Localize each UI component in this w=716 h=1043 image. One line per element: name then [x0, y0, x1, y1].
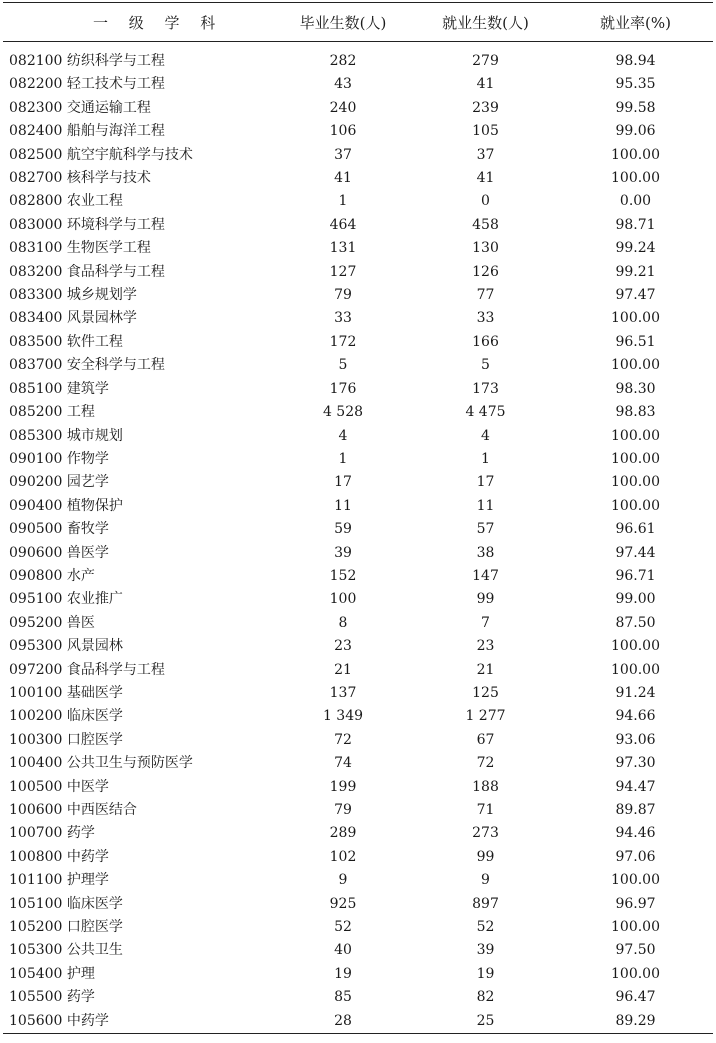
rate-cell: 99.06 — [615, 123, 656, 140]
rate-cell: 98.94 — [615, 53, 656, 69]
table-row — [3, 869, 713, 892]
employed-cell: 99 — [476, 848, 495, 865]
subject-cell: 105100 临床医学 — [9, 895, 123, 912]
table-row — [3, 237, 713, 260]
rate-cell: 94.47 — [615, 778, 656, 795]
subject-cell: 101100 护理学 — [9, 872, 109, 889]
graduates-cell: 152 — [329, 567, 357, 584]
employed-cell: 1 277 — [465, 708, 506, 725]
graduates-cell: 289 — [329, 825, 357, 842]
rate-cell: 0.00 — [619, 193, 652, 210]
subject-cell: 083400 风景园林学 — [9, 310, 137, 327]
rate-cell: 97.50 — [615, 942, 656, 959]
rate-cell: 100.00 — [611, 872, 660, 889]
employed-cell: 125 — [472, 684, 499, 701]
graduates-cell: 17 — [334, 474, 352, 491]
header-row — [3, 3, 713, 42]
employment-table — [3, 2, 713, 1034]
table-row — [3, 214, 713, 237]
subject-cell: 105200 口腔医学 — [9, 919, 123, 936]
employed-cell: 82 — [476, 989, 495, 1006]
employed-cell: 67 — [476, 731, 495, 748]
employed-cell: 25 — [413, 1010, 558, 1034]
table-row — [3, 331, 713, 354]
graduates-cell: 39 — [334, 544, 352, 561]
graduates-cell: 100 — [329, 591, 357, 608]
table-row — [3, 542, 713, 565]
table-row — [3, 190, 713, 213]
employed-cell: 0 — [481, 193, 490, 210]
subject-cell: 082200 轻工技术与工程 — [9, 76, 165, 93]
subject-cell: 082400 船舶与海洋工程 — [9, 123, 165, 140]
rate-cell: 94.46 — [615, 825, 656, 842]
graduates-cell: 79 — [334, 287, 352, 304]
employed-cell: 4 475 — [465, 404, 506, 421]
rate-cell: 95.35 — [615, 76, 656, 93]
employed-cell: 9 — [481, 872, 490, 889]
subject-cell: 083200 食品科学与工程 — [9, 263, 165, 280]
employed-cell: 52 — [476, 919, 495, 936]
employed-cell: 33 — [476, 310, 495, 327]
employed-cell: 17 — [476, 474, 495, 491]
subject-cell: 082700 核科学与技术 — [9, 170, 151, 187]
subject-cell: 082800 农业工程 — [9, 193, 123, 210]
rate-cell: 100.00 — [611, 638, 660, 655]
employed-cell: 166 — [472, 333, 499, 350]
graduates-cell: 106 — [329, 123, 357, 140]
rate-cell: 98.71 — [615, 216, 656, 233]
rate-cell: 99.00 — [615, 591, 656, 608]
table-row — [3, 635, 713, 658]
subject-cell: 100700 药学 — [9, 825, 95, 842]
table-row — [3, 822, 713, 845]
subject-cell: 100100 基础医学 — [9, 684, 123, 701]
graduates-cell: 172 — [329, 333, 357, 350]
employed-cell: 1 — [481, 450, 490, 467]
employed-cell: 273 — [472, 825, 499, 842]
subject-cell: 105400 护理 — [9, 965, 95, 982]
table-row — [3, 448, 713, 471]
employed-cell: 99 — [476, 591, 495, 608]
employed-cell: 4 — [481, 427, 490, 444]
employed-cell: 41 — [476, 76, 495, 93]
rate-cell: 98.83 — [615, 404, 656, 421]
table-row — [3, 261, 713, 284]
employed-cell: 39 — [476, 942, 495, 959]
employed-cell: 5 — [481, 357, 490, 374]
rate-cell: 89.29 — [558, 1010, 713, 1034]
graduates-cell: 33 — [334, 310, 352, 327]
graduates-cell: 8 — [338, 614, 348, 631]
table-header — [3, 3, 713, 42]
employed-cell: 147 — [472, 567, 499, 584]
table-row — [3, 846, 713, 869]
employed-cell: 126 — [472, 263, 499, 280]
table-row — [3, 986, 713, 1009]
graduates-cell: 23 — [334, 638, 352, 655]
employed-cell: 41 — [476, 170, 495, 187]
subject-cell: 090200 园艺学 — [9, 474, 109, 491]
header-employed: 就业生数(人) — [413, 3, 558, 42]
rate-cell: 96.97 — [615, 895, 656, 912]
table-row — [3, 97, 713, 120]
graduates-cell: 240 — [329, 99, 357, 116]
rate-cell: 97.47 — [615, 287, 656, 304]
subject-cell: 085300 城市规划 — [9, 427, 123, 444]
graduates-cell: 1 — [338, 193, 348, 210]
rate-cell: 100.00 — [611, 474, 660, 491]
graduates-cell: 21 — [334, 661, 352, 678]
employed-cell: 21 — [476, 661, 495, 678]
table-row — [3, 120, 713, 143]
rate-cell: 99.58 — [615, 99, 656, 116]
subject-cell: 085100 建筑学 — [9, 380, 109, 397]
subject-cell: 100500 中医学 — [9, 778, 109, 795]
rate-cell: 96.71 — [615, 567, 656, 584]
employed-cell: 188 — [472, 778, 499, 795]
subject-cell: 090600 兽医学 — [9, 544, 109, 561]
rate-cell: 93.06 — [615, 731, 656, 748]
subject-cell: 100400 公共卫生与预防医学 — [9, 755, 193, 772]
graduates-cell: 199 — [329, 778, 357, 795]
rate-cell: 100.00 — [611, 310, 660, 327]
graduates-cell: 79 — [334, 802, 352, 818]
rate-cell: 100.00 — [611, 919, 660, 936]
table-row — [3, 776, 713, 799]
rate-cell: 99.24 — [615, 240, 656, 257]
graduates-cell: 102 — [329, 848, 357, 865]
subject-cell: 083100 生物医学工程 — [9, 240, 151, 257]
graduates-cell: 11 — [334, 497, 352, 514]
graduates-cell: 4 528 — [322, 404, 364, 421]
rate-cell: 100.00 — [611, 965, 660, 982]
subject-cell: 095100 农业推广 — [9, 591, 123, 608]
graduates-cell: 52 — [334, 919, 352, 936]
table-row — [3, 73, 713, 96]
graduates-cell: 40 — [334, 942, 352, 959]
employed-cell: 11 — [476, 497, 495, 514]
rate-cell: 97.06 — [615, 848, 656, 865]
graduates-cell: 43 — [334, 76, 352, 93]
subject-cell: 100200 临床医学 — [9, 708, 123, 725]
table-row — [3, 284, 713, 307]
table-row — [3, 518, 713, 541]
graduates-cell: 925 — [329, 895, 357, 912]
subject-cell: 083700 安全科学与工程 — [9, 357, 165, 374]
rate-cell: 94.66 — [615, 708, 656, 725]
graduates-cell: 37 — [334, 146, 352, 163]
graduates-cell: 72 — [334, 731, 352, 748]
subject-cell: 100300 口腔医学 — [9, 731, 123, 748]
rate-cell: 100.00 — [611, 427, 660, 444]
subject-cell: 085200 工程 — [9, 404, 95, 421]
graduates-cell: 41 — [334, 170, 352, 187]
rate-cell: 100.00 — [611, 146, 660, 163]
graduates-cell: 1 349 — [322, 708, 364, 725]
employed-cell: 77 — [476, 287, 495, 304]
subject-cell: 097200 食品科学与工程 — [9, 661, 165, 678]
employed-cell: 38 — [476, 544, 495, 561]
employed-cell: 458 — [472, 216, 499, 233]
table-row — [3, 752, 713, 775]
rate-cell: 100.00 — [611, 357, 660, 374]
table-row — [3, 682, 713, 705]
graduates-cell: 127 — [329, 263, 357, 280]
graduates-cell: 176 — [329, 380, 357, 397]
table-row — [3, 1010, 713, 1034]
rate-cell: 97.44 — [615, 544, 656, 561]
table-row — [3, 495, 713, 518]
subject-cell: 082300 交通运输工程 — [9, 99, 151, 116]
employed-cell: 130 — [472, 240, 499, 257]
graduates-cell: 28 — [273, 1010, 413, 1034]
table-row — [3, 916, 713, 939]
subject-cell: 100600 中西医结合 — [9, 802, 137, 818]
graduates-cell: 464 — [329, 216, 357, 233]
spacer-row — [3, 42, 713, 51]
rate-cell: 96.47 — [615, 989, 656, 1006]
table-row — [3, 378, 713, 401]
table-row — [3, 588, 713, 611]
rate-cell: 91.24 — [615, 684, 656, 701]
table-row — [3, 893, 713, 916]
table-row — [3, 565, 713, 588]
graduates-cell: 19 — [334, 965, 352, 982]
rate-cell: 87.50 — [615, 614, 656, 631]
table-row — [3, 425, 713, 448]
subject-cell: 105300 公共卫生 — [9, 942, 123, 959]
subject-cell: 083300 城乡规划学 — [9, 287, 137, 304]
rate-cell: 100.00 — [611, 661, 660, 678]
graduates-cell: 1 — [338, 450, 348, 467]
subject-cell: 082500 航空宇航科学与技术 — [9, 146, 193, 163]
header-subject: 一 级 学 科 — [3, 3, 273, 42]
graduates-cell: 59 — [334, 521, 352, 538]
rate-cell: 100.00 — [611, 450, 660, 467]
table-row — [3, 659, 713, 682]
table-row — [3, 401, 713, 424]
employed-cell: 7 — [481, 614, 490, 631]
employed-cell: 57 — [476, 521, 495, 538]
rate-cell: 100.00 — [611, 170, 660, 187]
employed-cell: 239 — [472, 99, 499, 116]
table-row — [3, 50, 713, 73]
table-body — [3, 42, 713, 1034]
employed-cell: 71 — [476, 802, 495, 818]
employed-cell: 19 — [476, 965, 495, 982]
graduates-cell: 4 — [338, 427, 348, 444]
graduates-cell: 85 — [334, 989, 352, 1006]
employed-cell: 105 — [472, 123, 499, 140]
employed-cell: 23 — [476, 638, 495, 655]
rate-cell: 97.30 — [615, 755, 656, 772]
subject-cell: 090800 水产 — [9, 567, 95, 584]
table-row — [3, 144, 713, 167]
rate-cell: 96.61 — [615, 521, 656, 538]
subject-cell: 105500 药学 — [9, 989, 95, 1006]
employed-cell: 897 — [472, 895, 499, 912]
table-row — [3, 939, 713, 962]
table-row — [3, 167, 713, 190]
table-row — [3, 354, 713, 377]
subject-cell: 105600 中药学 — [3, 1010, 273, 1034]
header-graduates: 毕业生数(人) — [273, 3, 413, 42]
subject-cell: 100800 中药学 — [9, 848, 109, 865]
table-row — [3, 307, 713, 330]
table-row — [3, 729, 713, 752]
table-row — [3, 705, 713, 728]
graduates-cell: 9 — [338, 872, 348, 889]
subject-cell: 090400 植物保护 — [9, 497, 123, 514]
employed-cell: 279 — [472, 53, 499, 69]
table-row — [3, 471, 713, 494]
subject-cell: 082100 纺织科学与工程 — [9, 53, 165, 69]
subject-cell: 095200 兽医 — [9, 614, 95, 631]
rate-cell: 99.21 — [615, 263, 656, 280]
table-row — [3, 963, 713, 986]
graduates-cell: 137 — [329, 684, 357, 701]
subject-cell: 090500 畜牧学 — [9, 521, 109, 538]
rate-cell: 100.00 — [611, 497, 660, 514]
subject-cell: 095300 风景园林 — [9, 638, 123, 655]
rate-cell: 89.87 — [615, 802, 656, 818]
employed-cell: 72 — [476, 755, 495, 772]
graduates-cell: 74 — [334, 755, 352, 772]
employed-cell: 37 — [476, 146, 495, 163]
rate-cell: 98.30 — [615, 380, 656, 397]
graduates-cell: 131 — [329, 240, 357, 257]
header-rate: 就业率(%) — [558, 3, 713, 42]
graduates-cell: 5 — [338, 357, 348, 374]
graduates-cell: 282 — [329, 53, 357, 69]
subject-cell: 090100 作物学 — [9, 450, 109, 467]
rate-cell: 96.51 — [615, 333, 656, 350]
subject-cell: 083500 软件工程 — [9, 333, 123, 350]
subject-cell: 083000 环境科学与工程 — [9, 216, 165, 233]
employed-cell: 173 — [472, 380, 499, 397]
table-row — [3, 799, 713, 822]
table-row — [3, 612, 713, 635]
